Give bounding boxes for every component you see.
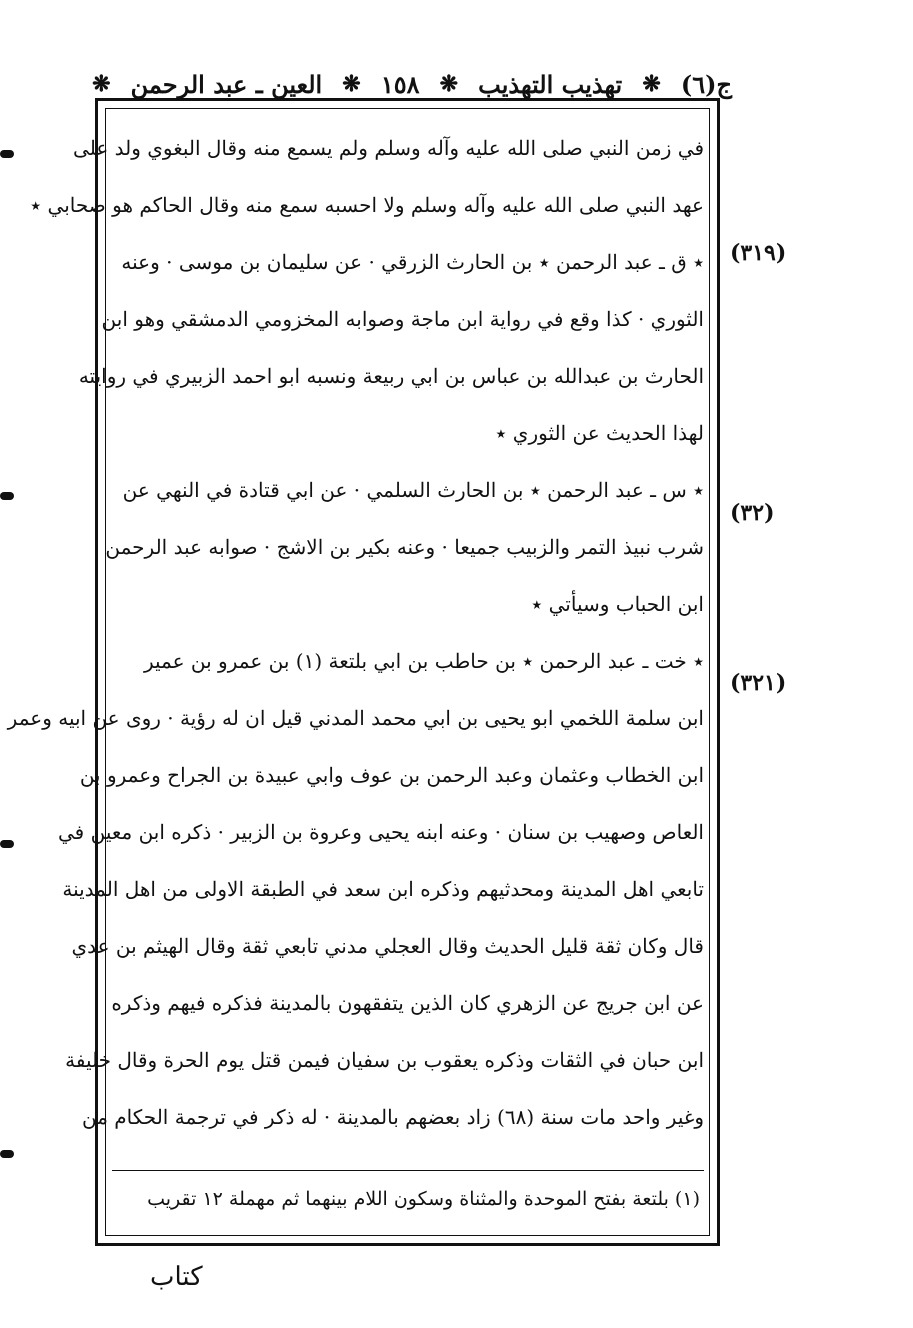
text-line: وغير واحد مات سنة (٦٨) زاد بعضهم بالمدينة · له ذكر في ترجمة الحكام من [81,1105,704,1129]
entry-number: (٣٢) [730,500,775,526]
text-line: ابن الخطاب وعثمان وعبد الرحمن بن عوف وابي عبيدة بن الجراح وعمرو بن [79,763,704,787]
text-line: الثوري · كذا وقع في رواية ابن ماجة وصوابه المخزومي الدمشقي وهو ابن [101,307,704,331]
text-line: قال وكان ثقة قليل الحديث وقال العجلي مدني تابعي ثقة وقال الهيثم بن عدي [71,934,704,958]
ornament-icon: ❋ [92,71,111,97]
footnote: (١) بلتعة بفتح الموحدة والمثناة وسكون اللام بينهما ثم مهملة ١٢ تقريب [147,1188,700,1210]
text-line: الحارث بن عبدالله بن عباس بن ابي ربيعة ونسبه ابو احمد الزبيري في روايته [78,364,704,388]
page-number: ١٥٨ [380,69,420,99]
text-line: تابعي اهل المدينة ومحدثيهم وذكره ابن سعد في الطبقة الاولى من اهل المدينة [62,877,704,901]
entry-number: (٣١٩) [730,240,787,266]
text-line: ابن سلمة اللخمي ابو يحيى بن ابي محمد المدني قيل ان له رؤية · روى عن ابيه وعمر [7,706,704,730]
scan-mark [0,1150,14,1158]
section-label: العين ـ عبد الرحمن [130,69,323,99]
text-line: ٭ ق ـ عبد الرحمن ٭ بن الحارث الزرقي · عن سليمان بن موسى · وعنه [121,250,704,274]
scan-mark [0,150,14,158]
ornament-icon: ❋ [439,71,459,97]
text-line: ابن حبان في الثقات وذكره يعقوب بن سفيان فيمن قتل يوم الحرة وقال خليفة [65,1048,704,1072]
text-line: العاص وصهيب بن سنان · وعنه ابنه يحيى وعروة بن الزبير · ذكره ابن معين في [58,820,704,844]
ornament-icon: ❋ [342,71,361,97]
text-line: في زمن النبي صلى الله عليه وآله وسلم ولم يسمع منه وقال البغوي ولد على [73,136,704,160]
book-title: تهذيب التهذيب [478,69,623,99]
text-line: لهذا الحديث عن الثوري ٭ [495,421,704,445]
footnote-divider [112,1170,704,1171]
text-line: ٭ خت ـ عبد الرحمن ٭ بن حاطب بن ابي بلتعة (١) بن عمرو بن عمير [143,649,704,673]
text-line: ٭ س ـ عبد الرحمن ٭ بن الحارث السلمي · عن ابي قتادة في النهي عن [122,478,704,502]
text-line: ابن الحباب وسيأتي ٭ [531,592,704,616]
scan-mark [0,840,14,848]
scan-mark [0,492,14,500]
volume-label: ج(٦) [680,69,732,99]
text-line: عهد النبي صلى الله عليه وآله وسلم ولا احسبه سمع منه وقال الحاكم هو صحابي ٭ [30,193,704,217]
text-line: شرب نبيذ التمر والزبيب جميعا · وعنه بكير بن الاشج · صوابه عبد الرحمن [105,535,704,559]
text-line: عن ابن جريج عن الزهري كان الذين يتفقهون بالمدينة فذكره فيهم وذكره [111,991,704,1015]
catchword: كتاب [150,1262,203,1292]
entry-number: (٣٢١) [730,670,787,696]
body-text [7,120,704,1160]
ornament-icon: ❋ [642,71,661,97]
